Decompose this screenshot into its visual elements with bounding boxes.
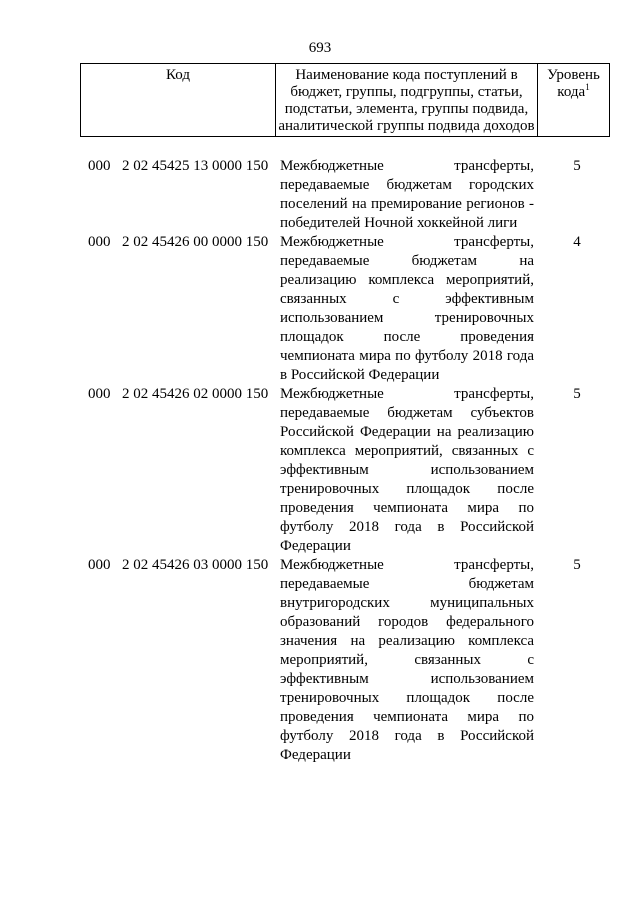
header-level-label: Уровень кода <box>547 67 600 100</box>
header-level <box>538 64 609 136</box>
row-code-level: 5 <box>573 158 581 174</box>
row-income-code: 2 02 45426 00 0000 150 <box>122 234 269 250</box>
row-admin-code: 000 <box>88 234 111 250</box>
row-income-name: Межбюджетные трансферты, передаваемые бюджетам внутригородских муниципальных образований городов федерального значения на реализацию комплекса мероприятий, связанных с эффективным использованием тренировочных площадок после проведения чемпионата мира по футболу 2018 года в Российской Федерации <box>280 557 534 763</box>
table-row <box>80 233 610 385</box>
row-income-code: 2 02 45426 02 0000 150 <box>122 386 269 402</box>
row-income-name: Межбюджетные трансферты, передаваемые бюджетам городских поселений на премирование регионов - победителей Ночной хоккейной лиги <box>280 158 534 231</box>
row-income-name: Межбюджетные трансферты, передаваемые бюджетам субъектов Российской Федерации на реализацию комплекса мероприятий, связанных с эффективным использованием тренировочных площадок после проведения чемпионата мира по футболу 2018 года в Российской Федерации <box>280 386 534 554</box>
row-income-code: 2 02 45426 03 0000 150 <box>122 557 269 573</box>
table-body <box>80 157 610 765</box>
table-header <box>80 63 610 137</box>
row-admin-code: 000 <box>88 557 111 573</box>
row-income-name: Межбюджетные трансферты, передаваемые бюджетам на реализацию комплекса мероприятий, связанных с эффективным использованием тренировочных площадок после проведения чемпионата мира по футболу 2018 года в Российской Федерации <box>280 234 534 383</box>
row-code-level: 4 <box>573 234 581 250</box>
row-code-level: 5 <box>573 557 581 573</box>
table-row <box>80 385 610 556</box>
table-row <box>80 157 610 233</box>
table-row <box>80 556 610 765</box>
row-income-code: 2 02 45425 13 0000 150 <box>122 158 269 174</box>
header-name: Наименование кода поступлений в бюджет, группы, подгруппы, статьи, подстатьи, элемента, группы подвида, аналитической группы подвида доходов <box>276 64 538 136</box>
row-code-level: 5 <box>573 386 581 402</box>
header-level-footnote: 1 <box>585 82 590 92</box>
row-admin-code: 000 <box>88 158 111 174</box>
page-number: 693 <box>308 40 332 56</box>
header-code: Код <box>81 64 276 136</box>
row-admin-code: 000 <box>88 386 111 402</box>
